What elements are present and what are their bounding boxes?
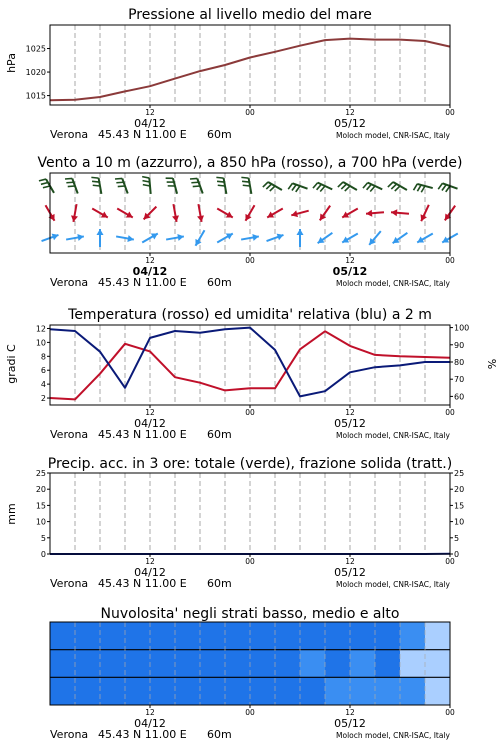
y-tick-label: 1020 xyxy=(25,68,46,78)
cloud-cell xyxy=(100,677,126,705)
date-label: 04/12 xyxy=(134,417,166,430)
wind-vector xyxy=(288,183,307,192)
cloud-cell xyxy=(250,650,276,678)
wind-vector xyxy=(388,182,407,191)
cloud-cell xyxy=(275,650,301,678)
date-label: 04/12 xyxy=(134,117,166,130)
location-coords: 45.43 N 11.00 E xyxy=(98,128,187,141)
cloud-cell xyxy=(300,677,326,705)
cloud-title: Nuvolosita' negli strati basso, medio e alto xyxy=(100,606,400,622)
y-tick-label: 1015 xyxy=(25,91,46,101)
x-tick-label: 12 xyxy=(145,708,155,717)
x-tick-label: 12 xyxy=(345,108,355,117)
wind-title: Vento a 10 m (azzurro), a 850 hPa (rosso), a 700 hPa (verde) xyxy=(37,155,463,171)
model-credit: Moloch model, CNR-ISAC, Italy xyxy=(336,431,450,440)
cloud-cell xyxy=(225,622,251,650)
y-tick-label: 15 xyxy=(35,501,46,511)
cloud-cell xyxy=(200,650,226,678)
x-tick-label: 12 xyxy=(345,557,355,566)
wind-vector xyxy=(363,183,382,192)
y-tick-label: 4 xyxy=(40,380,46,390)
cloud-cell xyxy=(150,622,176,650)
cloud-cell xyxy=(125,622,151,650)
location-coords: 45.43 N 11.00 E xyxy=(98,728,187,741)
pressure-panel xyxy=(5,7,455,141)
y-tick-label: 90 xyxy=(454,340,465,350)
temperature-ylabel: gradi C xyxy=(5,344,18,384)
y-tick-label: 10 xyxy=(35,338,46,348)
x-tick-label: 12 xyxy=(345,256,355,265)
x-tick-label: 00 xyxy=(445,108,455,117)
wind-vector xyxy=(190,178,203,193)
date-label: 04/12 xyxy=(134,717,166,730)
x-tick-label: 12 xyxy=(145,408,155,417)
x-tick-label: 00 xyxy=(245,408,255,417)
cloud-cell xyxy=(250,677,276,705)
cloud-cell xyxy=(350,622,376,650)
wind-vector xyxy=(97,229,104,247)
cloud-cell xyxy=(275,622,301,650)
y-tick-label: 20 xyxy=(454,485,465,495)
y-tick-label: 10 xyxy=(454,517,465,527)
date-label: 05/12 xyxy=(332,265,368,278)
wind-vector xyxy=(297,229,304,247)
cloud-cell xyxy=(425,677,451,705)
temperature-panel xyxy=(5,307,498,441)
cloud-cell xyxy=(175,650,201,678)
y-tick-label: 10 xyxy=(35,517,46,527)
location-elevation: 60m xyxy=(207,577,232,590)
cloud-cell xyxy=(275,677,301,705)
date-label: 05/12 xyxy=(334,417,366,430)
cloud-cell xyxy=(325,677,351,705)
date-label: 05/12 xyxy=(334,717,366,730)
location-coords: 45.43 N 11.00 E xyxy=(98,276,187,289)
location-name: Verona xyxy=(50,276,89,289)
cloud-cell xyxy=(75,622,101,650)
cloud-cell xyxy=(300,622,326,650)
humidity-ylabel: % xyxy=(485,358,498,370)
y-tick-label: 80 xyxy=(454,357,465,367)
cloud-cell xyxy=(425,622,451,650)
cloud-cell xyxy=(75,650,101,678)
date-label: 04/12 xyxy=(134,566,166,579)
location-elevation: 60m xyxy=(207,276,232,289)
cloud-cell xyxy=(150,650,176,678)
cloud-cell xyxy=(100,622,126,650)
x-tick-label: 00 xyxy=(245,256,255,265)
cloud-cell xyxy=(200,622,226,650)
wind-vector xyxy=(338,182,357,191)
wind-vector xyxy=(197,204,204,222)
cloud-cell xyxy=(50,677,76,705)
cloud-cell xyxy=(400,650,426,678)
model-credit: Moloch model, CNR-ISAC, Italy xyxy=(336,131,450,140)
pressure-title: Pressione al livello medio del mare xyxy=(128,7,372,23)
precipitation-panel xyxy=(5,456,464,590)
cloud-cell xyxy=(325,622,351,650)
cloud-cell xyxy=(400,677,426,705)
y-tick-label: 0 xyxy=(454,550,460,559)
y-tick-label: 15 xyxy=(454,501,465,511)
wind-vector xyxy=(115,178,128,193)
y-tick-label: 25 xyxy=(454,469,465,478)
wind-panel xyxy=(37,155,462,289)
y-tick-label: 0 xyxy=(40,550,46,559)
x-tick-label: 00 xyxy=(445,256,455,265)
cloud-cell xyxy=(350,677,376,705)
date-label: 05/12 xyxy=(334,566,366,579)
cloud-cell xyxy=(50,622,76,650)
x-tick-label: 12 xyxy=(145,557,155,566)
cloud-cell xyxy=(100,650,126,678)
x-tick-label: 00 xyxy=(245,108,255,117)
x-tick-label: 00 xyxy=(245,557,255,566)
cloud-cell xyxy=(350,650,376,678)
cloud-cell xyxy=(125,677,151,705)
wind-vector xyxy=(263,182,282,191)
wind-vector xyxy=(142,177,151,194)
cloud-cell xyxy=(375,622,401,650)
cloud-cell xyxy=(375,650,401,678)
wind-vector xyxy=(172,204,179,222)
cloud-cell xyxy=(300,650,326,678)
model-credit: Moloch model, CNR-ISAC, Italy xyxy=(336,580,450,589)
cloud-cell xyxy=(200,677,226,705)
location-coords: 45.43 N 11.00 E xyxy=(98,577,187,590)
location-elevation: 60m xyxy=(207,128,232,141)
location-name: Verona xyxy=(50,428,89,441)
cloud-panel xyxy=(50,606,455,741)
location-elevation: 60m xyxy=(207,428,232,441)
location-name: Verona xyxy=(50,128,89,141)
precipitation-ylabel: mm xyxy=(5,503,18,525)
temperature-title: Temperatura (rosso) ed umidita' relativa (blu) a 2 m xyxy=(68,307,432,323)
location-coords: 45.43 N 11.00 E xyxy=(98,428,187,441)
precipitation-title: Precip. acc. in 3 ore: totale (verde), frazione solida (tratt.) xyxy=(47,456,453,472)
x-tick-label: 00 xyxy=(445,557,455,566)
x-tick-label: 12 xyxy=(145,108,155,117)
cloud-cell xyxy=(250,622,276,650)
location-name: Verona xyxy=(50,728,89,741)
model-credit: Moloch model, CNR-ISAC, Italy xyxy=(336,279,450,288)
y-tick-label: 8 xyxy=(40,352,46,362)
cloud-cell xyxy=(175,622,201,650)
y-tick-label: 2 xyxy=(40,394,46,404)
y-tick-label: 5 xyxy=(454,533,460,543)
cloud-cell xyxy=(375,677,401,705)
y-tick-label: 20 xyxy=(35,485,46,495)
x-tick-label: 12 xyxy=(345,408,355,417)
x-tick-label: 12 xyxy=(345,708,355,717)
y-tick-label: 70 xyxy=(454,375,465,385)
wind-vector xyxy=(414,184,433,192)
y-tick-label: 1025 xyxy=(25,44,46,54)
x-tick-label: 00 xyxy=(445,408,455,417)
wind-vector xyxy=(438,183,457,192)
y-tick-label: 100 xyxy=(454,323,470,333)
x-tick-label: 00 xyxy=(245,708,255,717)
cloud-cell xyxy=(125,650,151,678)
pressure-ylabel: hPa xyxy=(5,53,18,73)
x-tick-label: 00 xyxy=(445,708,455,717)
cloud-cell xyxy=(175,677,201,705)
y-tick-label: 6 xyxy=(40,366,46,376)
cloud-cell xyxy=(225,650,251,678)
y-tick-label: 5 xyxy=(40,533,46,543)
date-label: 04/12 xyxy=(132,265,168,278)
cloud-cell xyxy=(75,677,101,705)
cloud-cell xyxy=(150,677,176,705)
cloud-cell xyxy=(425,650,451,678)
wind-vector xyxy=(65,178,78,193)
wind-vector xyxy=(39,179,54,193)
cloud-cell xyxy=(225,677,251,705)
location-name: Verona xyxy=(50,577,89,590)
model-credit: Moloch model, CNR-ISAC, Italy xyxy=(336,731,450,740)
date-label: 05/12 xyxy=(334,117,366,130)
cloud-cell xyxy=(400,622,426,650)
y-tick-label: 12 xyxy=(35,324,46,334)
y-tick-label: 25 xyxy=(35,469,46,478)
wind-vector xyxy=(71,204,78,222)
x-tick-label: 12 xyxy=(145,256,155,265)
cloud-cell xyxy=(325,650,351,678)
y-tick-label: 60 xyxy=(454,392,465,402)
cloud-cell xyxy=(50,650,76,678)
location-elevation: 60m xyxy=(207,728,232,741)
wind-vector xyxy=(313,183,332,192)
